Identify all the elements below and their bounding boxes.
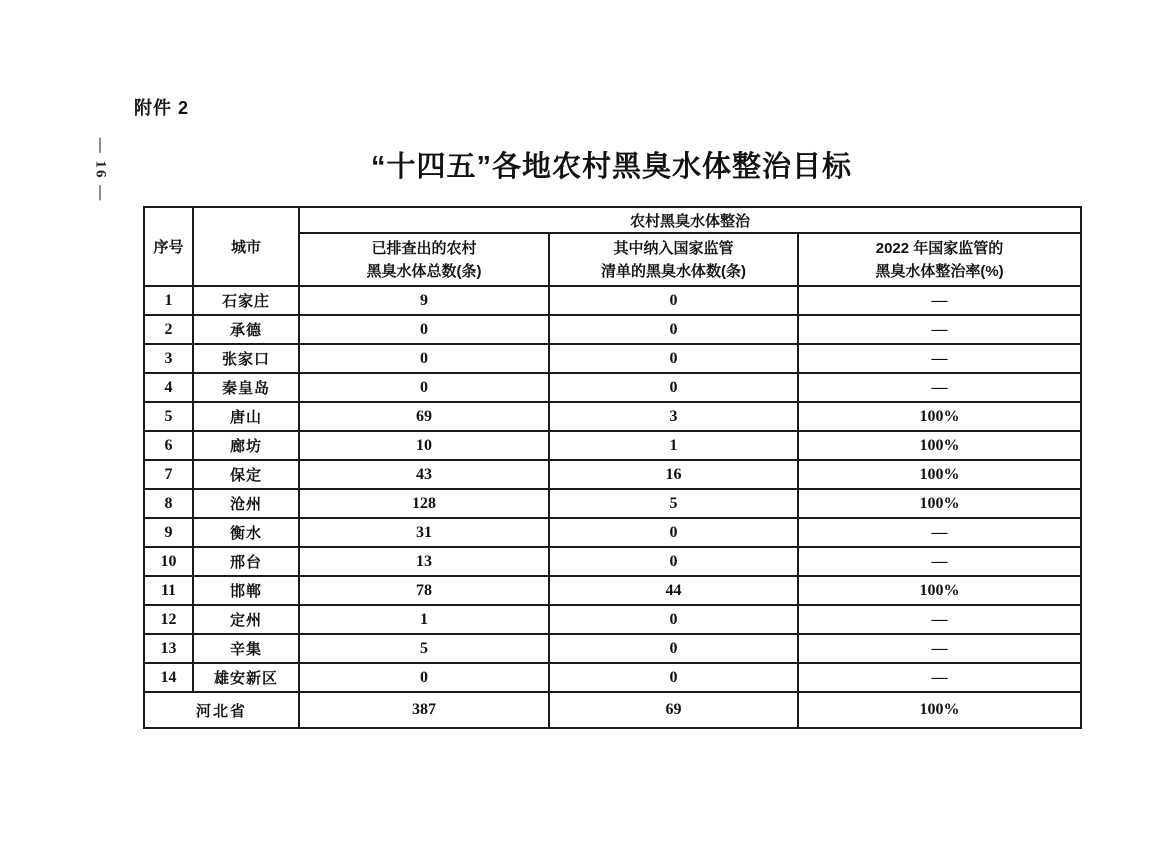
cell-rate: — — [798, 286, 1081, 315]
attachment-label: 附件 2 — [134, 98, 190, 118]
header-total-line1: 已排查出的农村 — [371, 239, 477, 257]
header-rate-line1: 2022 年国家监管的 — [875, 239, 1004, 257]
cell-total: 1 — [299, 605, 549, 634]
cell-total: 78 — [299, 576, 549, 605]
cell-index: 9 — [144, 518, 193, 547]
cell-index: 8 — [144, 489, 193, 518]
table-row — [144, 460, 1081, 489]
table-row — [144, 547, 1081, 576]
table-header-row-group — [144, 207, 1081, 233]
cell-national: 0 — [549, 605, 798, 634]
table-row — [144, 576, 1081, 605]
cell-city: 承德 — [193, 315, 299, 344]
header-city: 城市 — [193, 207, 299, 286]
header-national-line2: 清单的黑臭水体数(条) — [601, 262, 746, 280]
cell-national: 0 — [549, 518, 798, 547]
cell-total: 0 — [299, 373, 549, 402]
cell-index: 6 — [144, 431, 193, 460]
cell-index: 10 — [144, 547, 193, 576]
table-row — [144, 663, 1081, 692]
cell-national: 0 — [549, 344, 798, 373]
cell-total: 31 — [299, 518, 549, 547]
cell-index: 7 — [144, 460, 193, 489]
cell-city: 廊坊 — [193, 431, 299, 460]
cell-total-total: 387 — [299, 692, 549, 728]
table-row — [144, 489, 1081, 518]
cell-total: 9 — [299, 286, 549, 315]
cell-city: 雄安新区 — [193, 663, 299, 692]
cell-rate: — — [798, 344, 1081, 373]
cell-index: 2 — [144, 315, 193, 344]
cell-index: 4 — [144, 373, 193, 402]
cell-index: 11 — [144, 576, 193, 605]
cell-national: 0 — [549, 315, 798, 344]
cell-national: 1 — [549, 431, 798, 460]
header-total-count — [299, 233, 549, 286]
cell-index: 1 — [144, 286, 193, 315]
remediation-targets-table — [143, 206, 1082, 729]
table-row — [144, 431, 1081, 460]
cell-total: 43 — [299, 460, 549, 489]
cell-rate: — — [798, 605, 1081, 634]
cell-city: 邯郸 — [193, 576, 299, 605]
cell-rate: 100% — [798, 489, 1081, 518]
cell-total: 10 — [299, 431, 549, 460]
cell-index: 3 — [144, 344, 193, 373]
header-total-line2: 黑臭水体总数(条) — [366, 262, 482, 280]
header-index: 序号 — [144, 207, 193, 286]
cell-total-rate: 100% — [798, 692, 1081, 728]
cell-city: 保定 — [193, 460, 299, 489]
cell-total: 5 — [299, 634, 549, 663]
cell-index: 12 — [144, 605, 193, 634]
cell-city: 衡水 — [193, 518, 299, 547]
cell-national: 0 — [549, 547, 798, 576]
cell-total-label: 河北省 — [144, 692, 299, 728]
header-rate — [798, 233, 1081, 286]
table-row — [144, 605, 1081, 634]
cell-city: 唐山 — [193, 402, 299, 431]
cell-rate: — — [798, 547, 1081, 576]
cell-index: 13 — [144, 634, 193, 663]
cell-rate: — — [798, 315, 1081, 344]
cell-national: 44 — [549, 576, 798, 605]
table-row — [144, 315, 1081, 344]
cell-index: 5 — [144, 402, 193, 431]
header-rate-line2: 黑臭水体整治率(%) — [875, 262, 1004, 280]
page-title: “十四五”各地农村黑臭水体整治目标 — [370, 151, 852, 183]
cell-national: 0 — [549, 634, 798, 663]
cell-city: 张家口 — [193, 344, 299, 373]
cell-total: 13 — [299, 547, 549, 576]
cell-national: 5 — [549, 489, 798, 518]
cell-rate: — — [798, 634, 1081, 663]
table-total-row — [144, 692, 1081, 728]
cell-total: 128 — [299, 489, 549, 518]
cell-national: 16 — [549, 460, 798, 489]
cell-city: 石家庄 — [193, 286, 299, 315]
cell-rate: — — [798, 518, 1081, 547]
cell-national: 0 — [549, 373, 798, 402]
header-national-line1: 其中纳入国家监管 — [613, 239, 734, 257]
table-row — [144, 344, 1081, 373]
cell-city: 定州 — [193, 605, 299, 634]
cell-rate: 100% — [798, 431, 1081, 460]
cell-rate: — — [798, 663, 1081, 692]
cell-national: 0 — [549, 286, 798, 315]
cell-rate: 100% — [798, 460, 1081, 489]
cell-index: 14 — [144, 663, 193, 692]
page-number: — 16 — — [92, 137, 109, 203]
table-body — [144, 286, 1081, 728]
cell-city: 邢台 — [193, 547, 299, 576]
table-row — [144, 518, 1081, 547]
cell-rate: 100% — [798, 576, 1081, 605]
table-row — [144, 286, 1081, 315]
cell-total: 0 — [299, 663, 549, 692]
table-row — [144, 373, 1081, 402]
cell-city: 沧州 — [193, 489, 299, 518]
cell-total: 0 — [299, 315, 549, 344]
cell-city: 秦皇岛 — [193, 373, 299, 402]
header-national-count — [549, 233, 798, 286]
table-row — [144, 402, 1081, 431]
header-group: 农村黑臭水体整治 — [299, 207, 1081, 233]
table-row — [144, 634, 1081, 663]
cell-national: 3 — [549, 402, 798, 431]
cell-total-national: 69 — [549, 692, 798, 728]
cell-rate: — — [798, 373, 1081, 402]
cell-rate: 100% — [798, 402, 1081, 431]
cell-total: 0 — [299, 344, 549, 373]
cell-total: 69 — [299, 402, 549, 431]
cell-city: 辛集 — [193, 634, 299, 663]
cell-national: 0 — [549, 663, 798, 692]
